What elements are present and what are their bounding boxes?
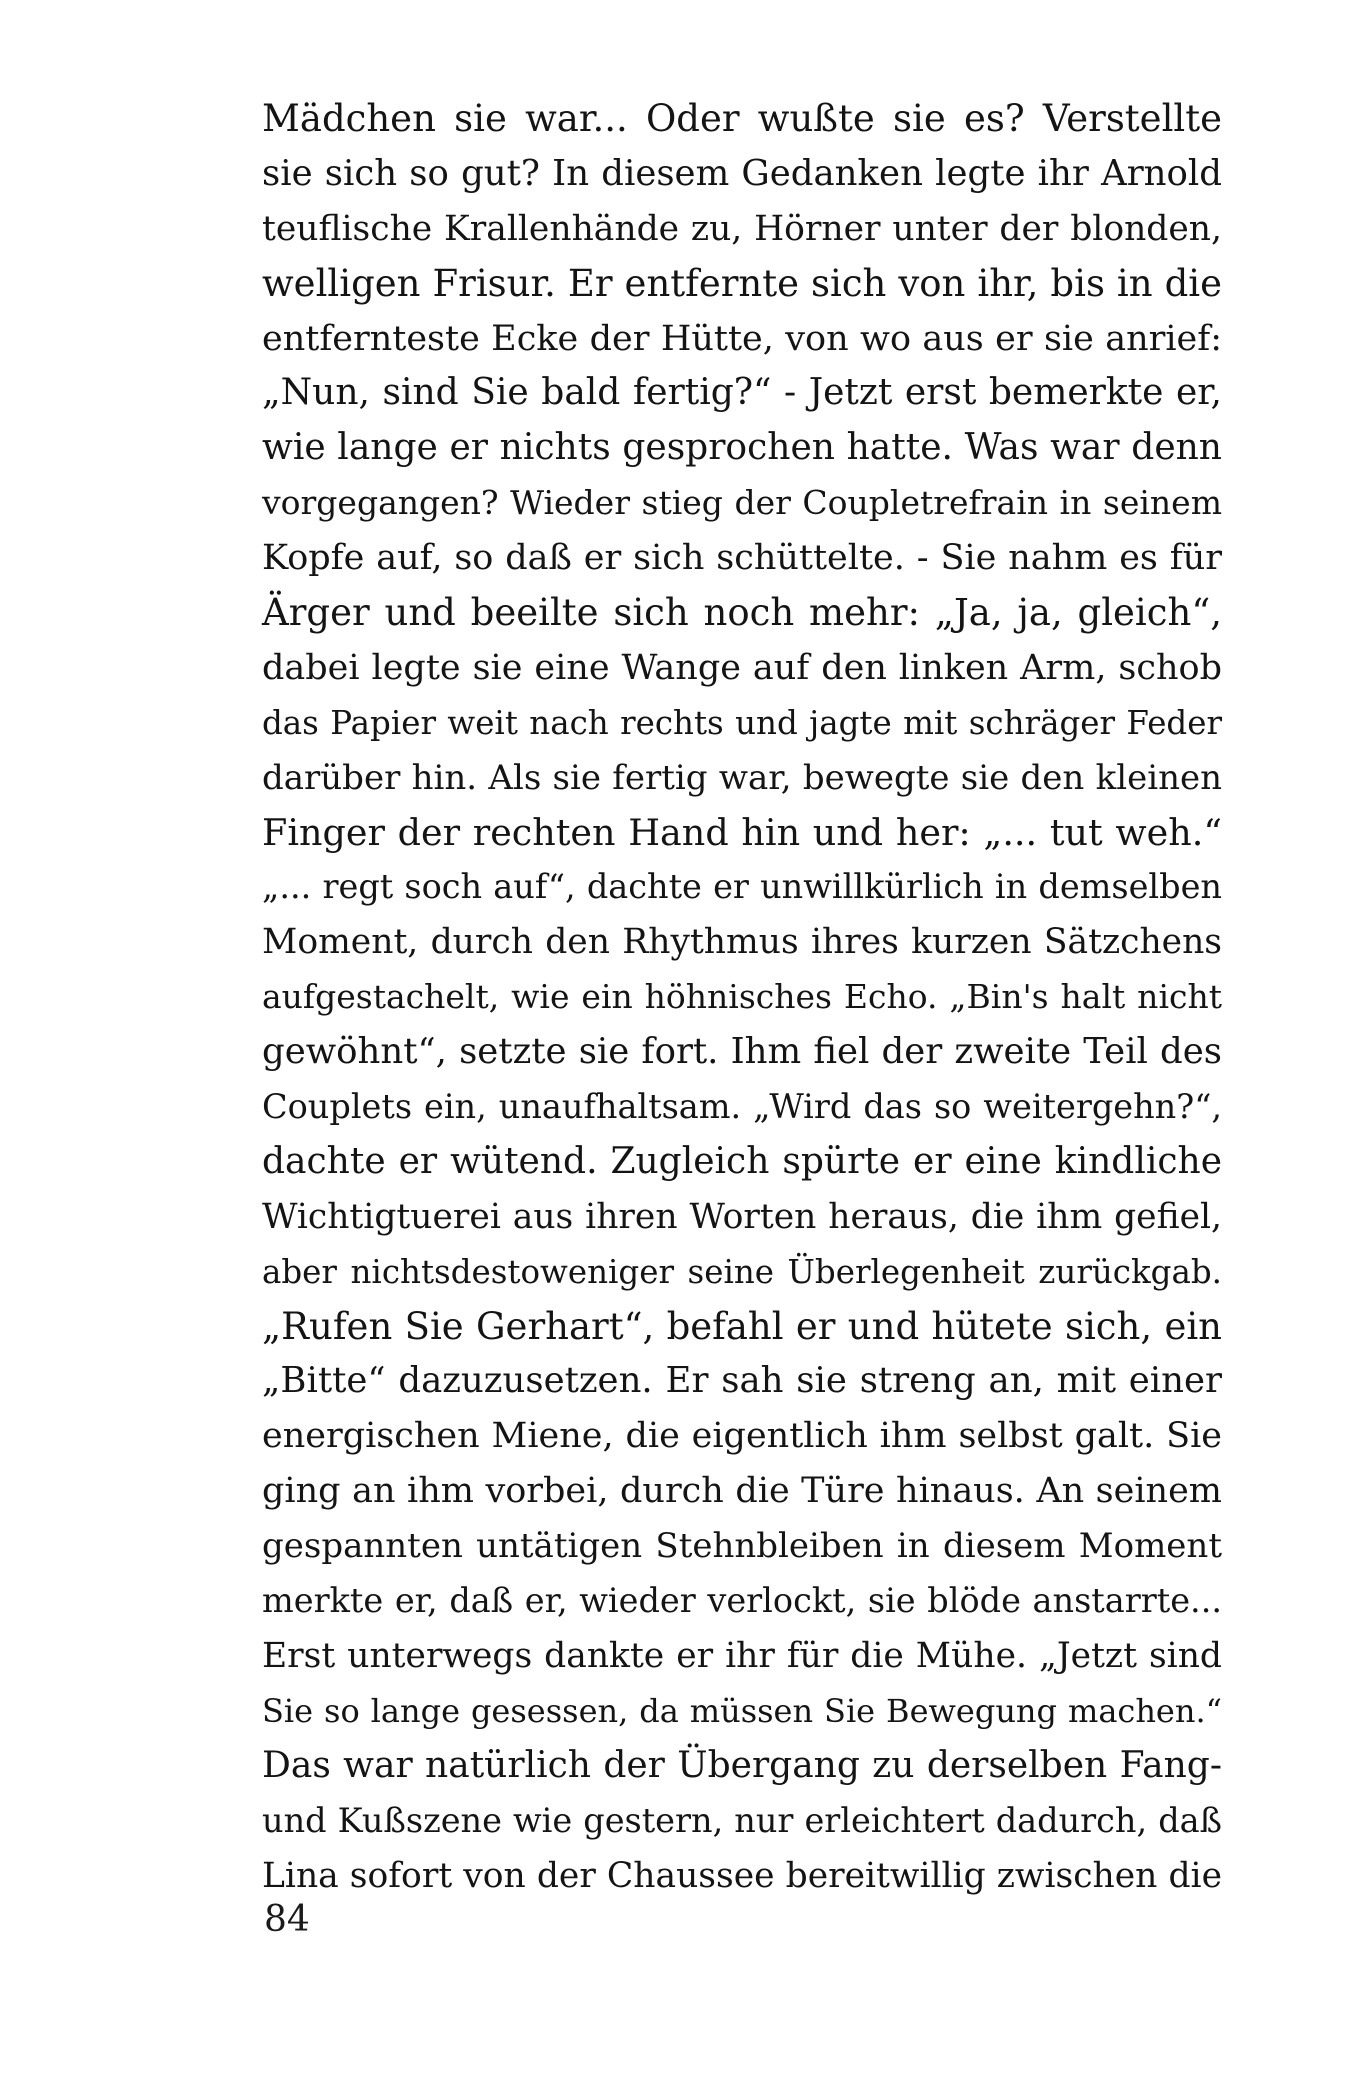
text-line: Lina sofort von der Chaussee bereitwillig zwischen die [262, 1855, 1222, 1896]
text-line: energischen Miene, die eigentlich ihm selbst galt. Sie [262, 1416, 1222, 1457]
text-line: dabei legte sie eine Wange auf den linken Arm, schob [262, 647, 1222, 688]
text-line: darüber hin. Als sie fertig war, bewegte sie den kleinen [262, 757, 1222, 798]
body-text [262, 92, 1222, 1903]
text-line: gespannten untätigen Stehnbleiben in diesem Moment [262, 1526, 1222, 1567]
text-line: Moment, durch den Rhythmus ihres kurzen Sätzchens [262, 922, 1222, 963]
text-line: teuflische Krallenhände zu, Hörner unter der blonden, [262, 208, 1222, 249]
text-line: Erst unterwegs dankte er ihr für die Mühe. „Jetzt sind [262, 1635, 1222, 1676]
text-line: aber nichtsdestoweniger seine Überlegenheit zurückgab. [262, 1252, 1222, 1291]
text-line: „... regt soch auf“, dachte er unwillkürlich in demselben [262, 867, 1222, 907]
text-line: „Bitte“ dazuzusetzen. Er sah sie streng an, mit einer [262, 1360, 1222, 1402]
text-line: Couplets ein, unaufhaltsam. „Wird das so weitergehn?“, [262, 1087, 1222, 1127]
text-line: ging an ihm vorbei, durch die Türe hinaus. An seinem [262, 1471, 1222, 1512]
text-line: das Papier weit nach rechts und jagte mit schräger Feder [262, 703, 1222, 742]
text-line: gewöhnt“, setzte sie fort. Ihm fiel der zweite Teil des [262, 1031, 1222, 1073]
text-line: Wichtigtuerei aus ihren Worten heraus, die ihm gefiel, [262, 1196, 1222, 1237]
text-line: aufgestachelt, wie ein höhnisches Echo. „Bin's halt nicht [262, 977, 1222, 1017]
text-line: Kopfe auf, so daß er sich schüttelte. - Sie nahm es für [262, 538, 1222, 579]
text-line: Sie so lange gesessen, da müssen Sie Bewegung machen.“ [262, 1691, 1222, 1730]
text-line: und Kußszene wie gestern, nur erleichtert dadurch, daß [262, 1800, 1222, 1840]
text-line: merkte er, daß er, wieder verlockt, sie blöde anstarrte... [262, 1581, 1222, 1621]
text-line: Ärger und beeilte sich noch mehr: „Ja, ja, gleich“, [262, 591, 1222, 635]
page-number: 84 [264, 1899, 310, 1940]
text-line: vorgegangen? Wieder stieg der Coupletrefrain in seinem [262, 483, 1222, 523]
text-line: „Rufen Sie Gerhart“, befahl er und hütete sich, ein [262, 1304, 1222, 1348]
text-line: dachte er wütend. Zugleich spürte er eine kindliche [262, 1140, 1222, 1182]
text-line: Finger der rechten Hand hin und her: „... tut weh.“ [262, 810, 1222, 854]
text-line: sie sich so gut? In diesem Gedanken legte ihr Arnold [262, 152, 1222, 194]
text-line: „Nun, sind Sie bald fertig?“ - Jetzt erst bemerkte er, [262, 372, 1222, 414]
text-line: entfernteste Ecke der Hütte, von wo aus er sie anrief: [262, 318, 1222, 359]
text-line: Das war natürlich der Übergang zu derselben Fang- [262, 1744, 1222, 1786]
text-line: wie lange er nichts gesprochen hatte. Was war denn [262, 427, 1222, 469]
text-line: Mädchen sie war... Oder wußte sie es? Verstellte [262, 97, 1222, 140]
text-line: welligen Frisur. Er entfernte sich von ihr, bis in die [262, 261, 1222, 305]
